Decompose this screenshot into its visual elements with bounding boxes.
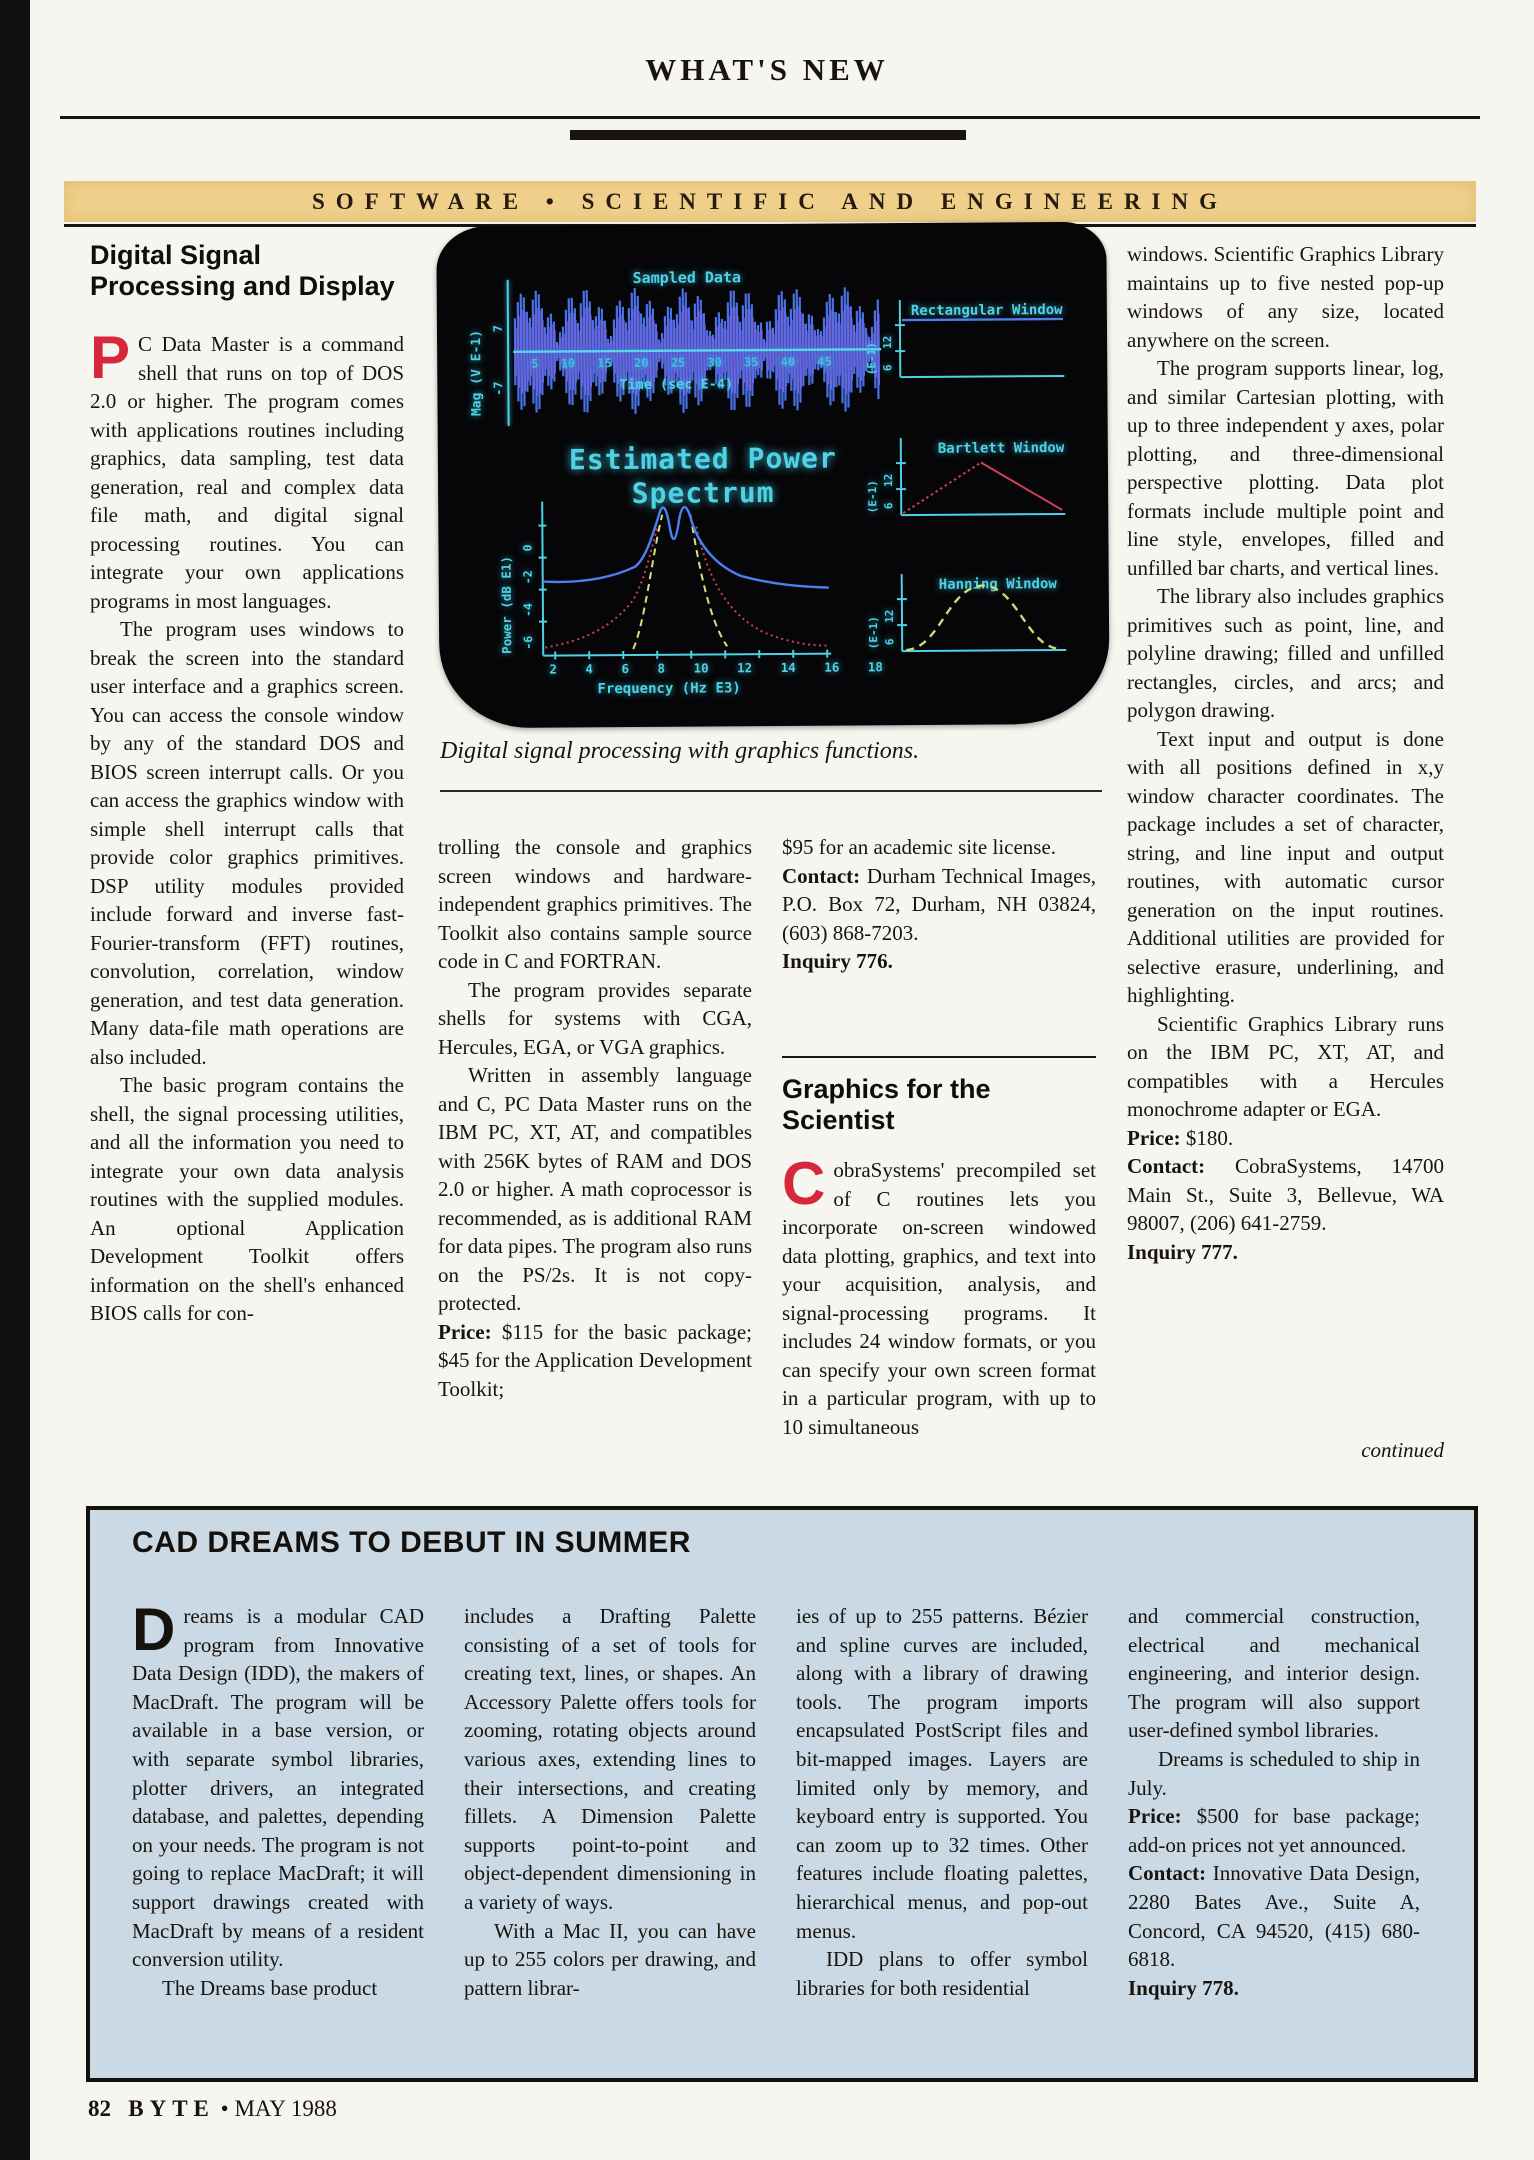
y-axis-label-power: Power (dB E1) — [498, 555, 515, 654]
rectangular-window-plot — [892, 296, 1068, 382]
drop-cap: P — [90, 324, 131, 391]
x-axis-label-frequency: Frequency (Hz E3) — [597, 680, 741, 698]
inquiry-line: Inquiry 776. — [782, 949, 893, 973]
paragraph-text: C Data Master is a command shell that runs on top of DOS 2.0 or higher. The program comes with applications routines including graphics, data sampling, test data generation, real and complex data file math, and digital signal processing routines. You can integrate your own applications programs in most languages. — [90, 332, 404, 613]
paragraph: The library also includes graphics primitives such as point, line, and polyline drawing; filled and unfilled rectangles, circles, and arcs; and polygon drawing. — [1127, 584, 1444, 722]
paragraph: $95 for an academic site license. — [782, 835, 1057, 859]
cad-column-2 — [464, 1602, 756, 2002]
drop-cap: D — [132, 1596, 176, 1663]
paragraph: With a Mac II, you can have up to 255 colors per drawing, and pattern librar- — [464, 1918, 756, 2000]
price-label: Price: — [1127, 1125, 1181, 1150]
page-number: 82 — [88, 2096, 111, 2121]
y-axis-ticks-window: 6 12 — [882, 609, 897, 646]
column-1 — [90, 324, 404, 1328]
y-axis-ticks-mag: -7 7 — [490, 324, 506, 396]
contact-line — [1128, 1859, 1420, 1973]
y-axis-ticks-window: 6 12 — [881, 473, 896, 510]
caption-rule — [440, 790, 1102, 792]
price-value: $180. — [1185, 1125, 1234, 1150]
cad-box-title: CAD DREAMS TO DEBUT IN SUMMER — [132, 1526, 691, 1559]
y-axis-line — [507, 280, 510, 426]
price-label: Price: — [438, 1319, 492, 1344]
contact-line — [782, 862, 1096, 948]
price-line — [1127, 1124, 1444, 1153]
price-label: Price: — [1128, 1804, 1182, 1829]
paragraph: Written in assembly language and C, PC Data Master runs on the IBM PC, XT, AT, and compatibles with 256K bytes of RAM and DOS 2.0 or higher. A math coprocessor is recommended, as is additional RAM for data pipes. The program also runs on the PS/2s. It is not copy-protected. — [438, 1063, 752, 1315]
hanning-window-plot — [894, 570, 1070, 656]
price-line — [1128, 1802, 1420, 1859]
photo-caption: Digital signal processing with graphics functions. — [440, 738, 920, 764]
column-3 — [782, 833, 1096, 976]
contact-label: Contact: — [782, 863, 861, 888]
contact-value: Durham Technical Images, P.O. Box 72, Durham, NH 03824, (603) 868-7203. — [782, 863, 1096, 945]
page-footer — [88, 2096, 337, 2122]
price-value: $115 for the basic package; $45 for the Application Development Toolkit; — [438, 1319, 752, 1401]
continued-label: continued — [1361, 1438, 1444, 1462]
article-title-line: Digital Signal — [90, 240, 262, 270]
paragraph: Dreams is scheduled to ship in July. — [1128, 1746, 1420, 1800]
article-title-graphics — [782, 1074, 1102, 1136]
plot-title-line: Estimated Power — [568, 441, 837, 477]
header-thick-bar — [570, 130, 966, 140]
y-axis-label-window: (E-1) — [866, 480, 880, 514]
plot-title-sampled-data: Sampled Data — [632, 268, 742, 287]
contact-label: Contact: — [1128, 1861, 1207, 1886]
header-rule — [60, 116, 1480, 119]
x-axis-ticks-frequency: 2 4 6 8 10 12 14 16 18 — [549, 659, 883, 677]
cad-column-4 — [1128, 1602, 1420, 2002]
cad-dreams-box — [86, 1506, 1478, 2082]
paragraph: Scientific Graphics Library runs on the IBM PC, XT, AT, and compatibles with a Hercules monochrome adapter or EGA. — [1127, 1011, 1444, 1121]
x-axis-ticks-time: 5 10 15 20 25 30 35 40 45 — [531, 354, 832, 371]
contact-value: Innovative Data Design, 2280 Bates Ave., Suite A, Concord, CA 94520, (415) 680-6818. — [1128, 1861, 1420, 1972]
contact-line — [1127, 1152, 1444, 1238]
paragraph: The program provides separate shells for systems with CGA, Hercules, EGA, or VGA graphics. — [438, 977, 752, 1059]
power-spectrum-plot — [536, 494, 837, 664]
paragraph: The Dreams base product — [162, 1975, 378, 2000]
y-axis-ticks-window: 6 12 — [881, 335, 895, 372]
sampled-data-waveform — [513, 281, 884, 420]
inquiry-line: Inquiry 778. — [1128, 1975, 1239, 2000]
plot-title-line: Spectrum — [631, 475, 775, 510]
article-title-line: Processing and Display — [90, 271, 395, 301]
plot-title-bartlett-window: Bartlett Window — [937, 439, 1065, 457]
paragraph — [782, 1150, 1096, 1441]
inquiry-line: Inquiry 777. — [1127, 1239, 1238, 1264]
footer-bullet: • — [220, 2096, 229, 2121]
magazine-name: BYTE — [128, 2096, 215, 2121]
drop-cap: C — [782, 1150, 826, 1217]
price-line — [438, 1318, 752, 1404]
paragraph: The program supports linear, log, and similar Cartesian plotting, with up to three independent y axes, polar plotting, and three-dimensional perspective plotting. Data plot formats include multiple point and line style, envelopes, filled and unfilled bar charts, and vertical lines. — [1127, 356, 1444, 580]
x-axis-label-time: Time (sec E-4) — [619, 376, 734, 394]
y-axis-label-window: (E-1) — [866, 616, 881, 650]
paragraph — [132, 1596, 424, 1974]
cad-column-1 — [132, 1596, 424, 2002]
y-axis-label-window: (E-1) — [865, 342, 879, 376]
paragraph: and commercial construction, electrical and mechanical engineering, and interior design. The program will also support user-defined symbol libraries. — [1128, 1604, 1420, 1743]
cad-column-3 — [796, 1602, 1088, 2002]
article-title-line: Graphics for the — [782, 1074, 991, 1104]
bartlett-window-plot — [893, 434, 1069, 520]
section-banner — [64, 181, 1476, 222]
paragraph: The basic program contains the shell, the signal processing utilities, and all the information you need to integrate your own data analysis routines with the supplied modules. An optional Application Development Toolkit offers information on the shell's enhanced BIOS calls for con- — [90, 1073, 404, 1325]
y-axis-ticks-power: -6 -4 -2 0 — [520, 544, 536, 650]
article-divider-rule — [782, 1056, 1096, 1058]
crt-screenshot-photo — [436, 222, 1109, 729]
paragraph: IDD plans to offer symbol libraries for both residential — [796, 1947, 1088, 2000]
column-2 — [438, 833, 752, 1403]
paragraph: The program uses windows to break the screen into the standard user interface and a graphics screen. You can access the console window by any of the standard DOS and BIOS screen interrupt calls. Or you can access the graphics window with simple shell interrupt calls that provide color graphics primitives. DSP utility modules provided include forward and inverse fast-Fourier-transform (FFT) routines, convolution, correlation, window generation, and test data generation. Many data-file math operations are also included. — [90, 617, 404, 1069]
paragraph: trolling the console and graphics screen windows and hardware-independent graphics primitives. The Toolkit also contains sample source code in C and FORTRAN. — [438, 835, 752, 973]
contact-value: CobraSystems, 14700 Main St., Suite 3, Bellevue, WA 98007, (206) 641-2759. — [1127, 1154, 1444, 1235]
paragraph: ies of up to 255 patterns. Bézier and spline curves are included, along with a library of drawing tools. The program imports encapsulated PostScript files and bit-mapped images. Layers are limited only by memory, and keyboard entry is supported. You can zoom up to 32 times. Other features include floating palettes, hierarchical menus, and pop-out menus. — [796, 1604, 1088, 1943]
page-gutter-strip — [0, 0, 30, 2160]
article-title-line: Scientist — [782, 1105, 895, 1135]
contact-label: Contact: — [1127, 1154, 1206, 1178]
plot-title-hanning-window: Hanning Window — [938, 576, 1057, 593]
y-axis-label-mag: Mag (V E-1) — [468, 329, 485, 417]
paragraph — [90, 324, 404, 615]
whats-new-header: WHAT'S NEW — [645, 52, 889, 87]
paragraph: windows. Scientific Graphics Library maintains up to five nested pop-up windows of any size, located anywhere on the screen. — [1127, 242, 1444, 352]
price-value: $500 for base package; add-on prices not yet announced. — [1128, 1804, 1421, 1857]
paragraph-text: reams is a modular CAD program from Innovative Data Design (IDD), the makers of MacDraft. The program will be available in a base version, or with separate symbol libraries, plotter drivers, an integrated database, and palettes, depending on your needs. The program is not going to replace MacDraft; it will support drawings created with MacDraft by means of a resident conversion utility. — [132, 1604, 424, 1972]
paragraph: Text input and output is done with all positions defined in x,y window character coordinates. The package includes a set of character, string, and line input and output routines, with automatic cursor generation on the input routines. Additional utilities are provided for selective erasure, underlining, and highlighting. — [1127, 726, 1444, 1007]
article-title-dsp — [90, 240, 420, 302]
footer-date: MAY 1988 — [234, 2096, 337, 2121]
plot-title-rectangular-window: Rectangular Window — [910, 301, 1063, 320]
section-banner-label: SOFTWARE • SCIENTIFIC AND ENGINEERING — [311, 188, 1229, 214]
column-4 — [1127, 240, 1444, 1266]
column-3b — [782, 1150, 1096, 1441]
paragraph-text: obraSystems' precompiled set of C routines lets you incorporate on-screen windowed data plotting, graphics, and text into your acquisition, analysis, and signal-processing programs. It includes 24 window formats, or you can specify your own screen format in a particular program, with up to 10 simultaneous — [782, 1158, 1096, 1439]
paragraph: includes a Drafting Palette consisting of a set of tools for creating text, lines, or shapes. An Accessory Palette offers tools for zooming, rotating objects around various axes, extending lines to their intersections, and creating fillets. A Dimension Palette supports point-to-point and object-dependent dimensioning in a variety of ways. — [464, 1604, 756, 1914]
